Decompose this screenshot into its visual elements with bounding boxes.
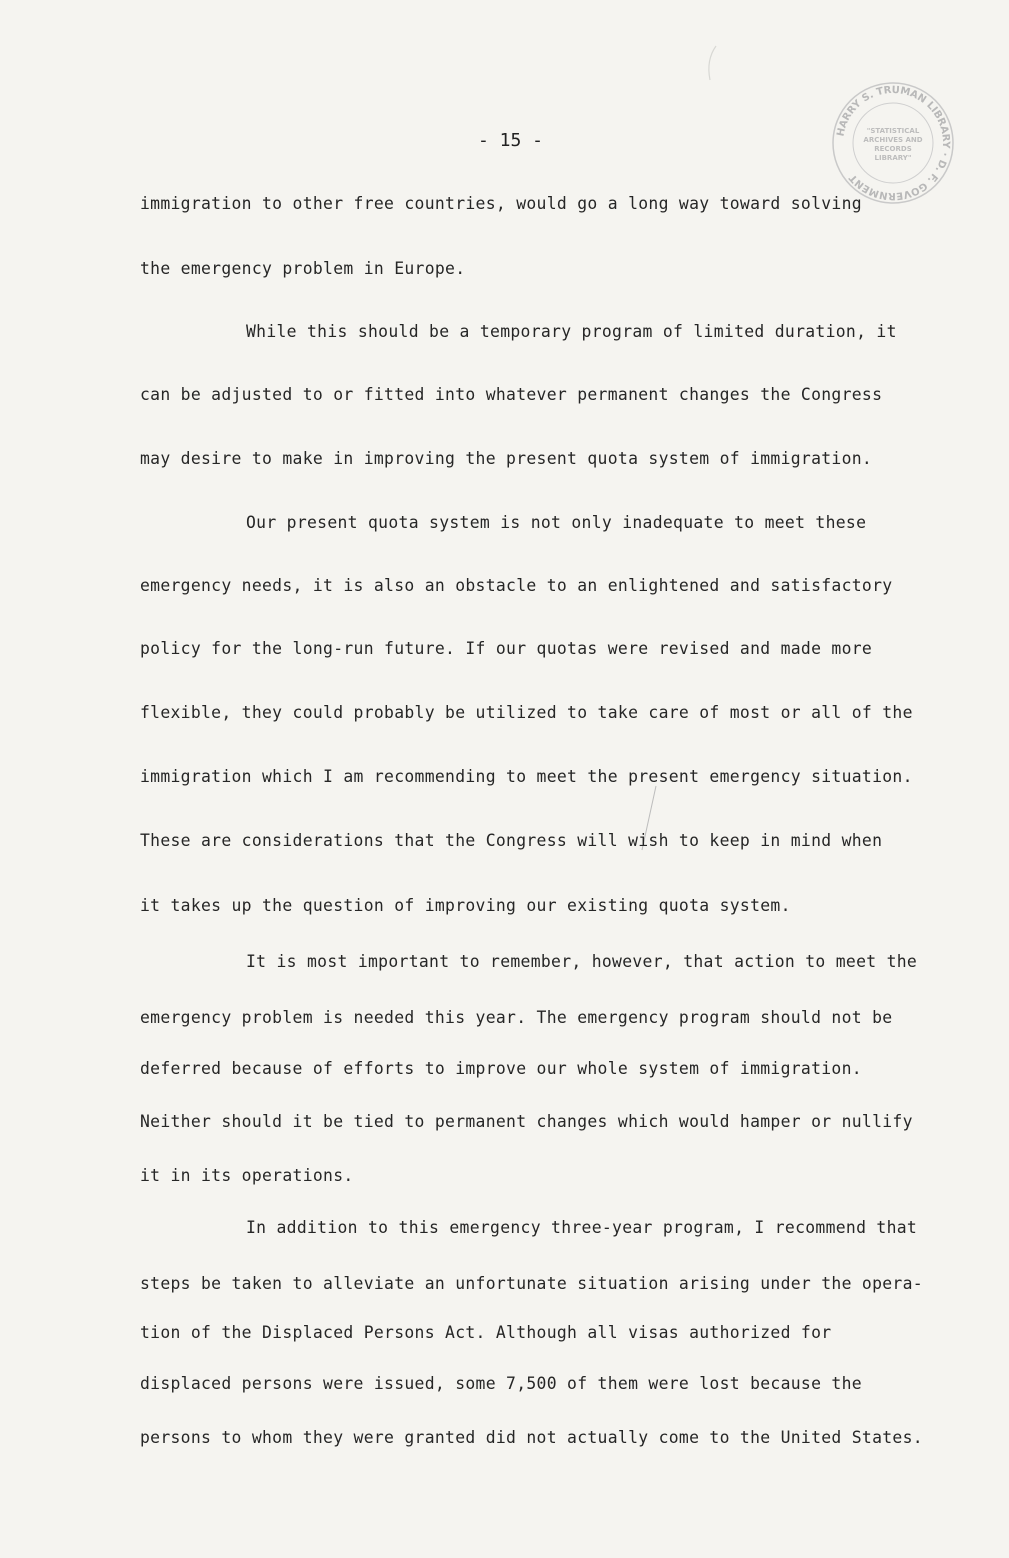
paper-mark-icon bbox=[700, 44, 720, 84]
text-line: Neither should it be tied to permanent changes which would hamper or nullify bbox=[140, 1112, 913, 1131]
svg-text:"STATISTICAL: "STATISTICAL bbox=[866, 127, 920, 135]
svg-text:ARCHIVES AND: ARCHIVES AND bbox=[863, 136, 923, 144]
text-line: emergency needs, it is also an obstacle to an enlightened and satisfactory bbox=[140, 576, 893, 595]
text-line: policy for the long-run future. If our quotas were revised and made more bbox=[140, 639, 873, 658]
text-line: It is most important to remember, however, that action to meet the bbox=[246, 952, 918, 971]
text-line: deferred because of efforts to improve our whole system of immigration. bbox=[140, 1059, 862, 1078]
page-number: - 15 - bbox=[478, 130, 544, 151]
text-line: it takes up the question of improving our existing quota system. bbox=[140, 896, 791, 915]
text-line: can be adjusted to or fitted into whatever permanent changes the Congress bbox=[140, 385, 883, 404]
text-line: may desire to make in improving the present quota system of immigration. bbox=[140, 449, 873, 468]
text-line: In addition to this emergency three-year program, I recommend that bbox=[246, 1218, 918, 1237]
library-stamp-icon bbox=[828, 78, 958, 208]
svg-text:HARRY S. TRUMAN LIBRARY · D. F: HARRY S. TRUMAN LIBRARY · D. F. GOVERNMENT bbox=[835, 84, 952, 202]
text-line: immigration to other free countries, would go a long way toward solving bbox=[140, 194, 862, 213]
text-line: While this should be a temporary program of limited duration, it bbox=[246, 322, 897, 341]
text-line: tion of the Displaced Persons Act. Although all visas authorized for bbox=[140, 1323, 832, 1342]
text-line: the emergency problem in Europe. bbox=[140, 259, 466, 278]
text-line: emergency problem is needed this year. The emergency program should not be bbox=[140, 1008, 893, 1027]
text-line: displaced persons were issued, some 7,500 of them were lost because the bbox=[140, 1374, 862, 1393]
text-line: steps be taken to alleviate an unfortunate situation arising under the opera- bbox=[140, 1274, 923, 1293]
svg-text:RECORDS: RECORDS bbox=[874, 145, 912, 153]
text-line: it in its operations. bbox=[140, 1166, 354, 1185]
text-line: flexible, they could probably be utilized to take care of most or all of the bbox=[140, 703, 913, 722]
text-line: immigration which I am recommending to meet the present emergency situation. bbox=[140, 767, 913, 786]
text-line: These are considerations that the Congress will wish to keep in mind when bbox=[140, 831, 883, 850]
svg-text:LIBRARY": LIBRARY" bbox=[874, 154, 912, 162]
text-line: persons to whom they were granted did not actually come to the United States. bbox=[140, 1428, 923, 1447]
text-line: Our present quota system is not only inadequate to meet these bbox=[246, 513, 867, 532]
